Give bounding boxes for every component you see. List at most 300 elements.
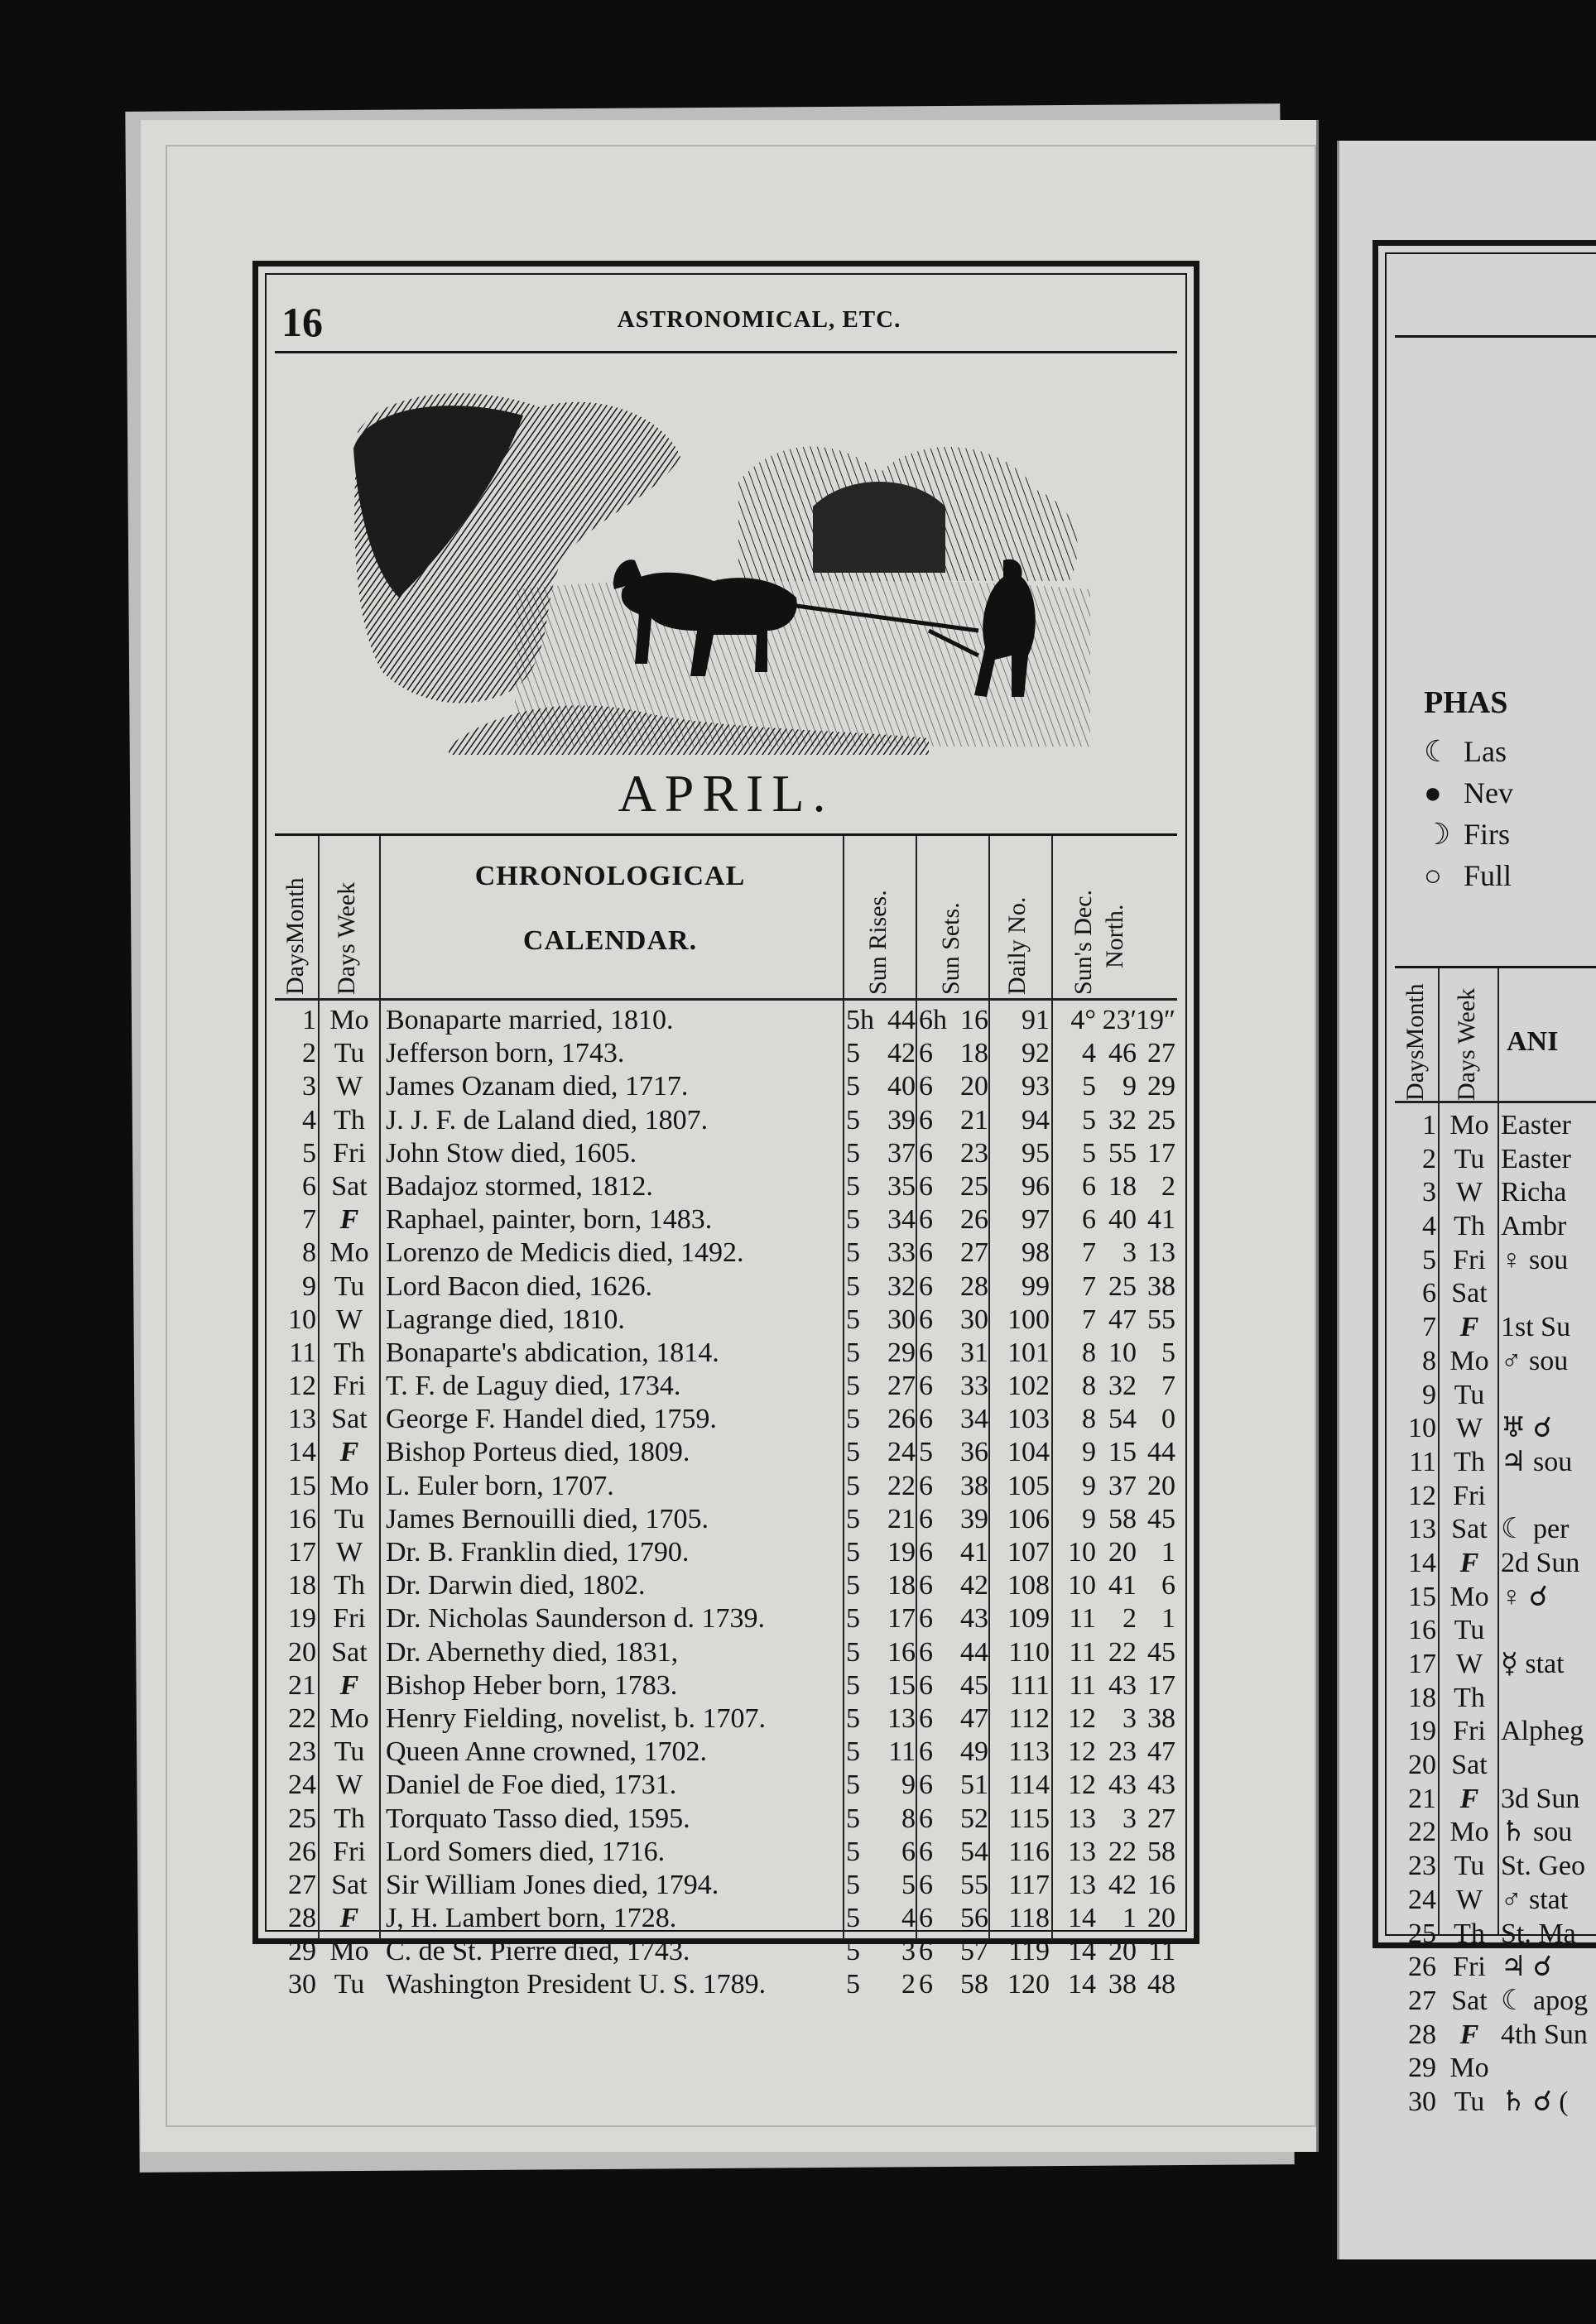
sun-set-hour: 6 xyxy=(919,1969,933,2000)
day-of-month: 1 xyxy=(302,1005,316,1035)
day-of-month: 28 xyxy=(288,1903,316,1934)
event-text: Bonaparte married, 1810. xyxy=(386,1005,674,1035)
table-row xyxy=(1395,1581,1596,1615)
table-row xyxy=(275,1536,1177,1569)
event-text: Easter xyxy=(1501,1143,1571,1174)
chronological-calendar-table xyxy=(275,833,1177,2000)
table-row xyxy=(1395,1513,1596,1547)
sun-set-minute: 56 xyxy=(960,1903,988,1934)
sun-set-hour: 6 xyxy=(919,1071,933,1102)
day-of-week: Tu xyxy=(334,1270,365,1302)
day-of-month: 10 xyxy=(288,1304,316,1335)
sun-set-minute: 23 xyxy=(960,1137,988,1169)
declination-degrees: 13 xyxy=(1068,1869,1096,1900)
sun-set-minute: 49 xyxy=(960,1736,988,1768)
table-row xyxy=(1395,2052,1596,2086)
declination-seconds: 20 xyxy=(1147,1903,1175,1934)
table-row xyxy=(275,1636,1177,1669)
sun-set-minute: 18 xyxy=(960,1038,988,1069)
daily-number: 104 xyxy=(1007,1437,1050,1468)
declination-minutes: 58 xyxy=(1108,1503,1137,1534)
sun-rise-minute: 35 xyxy=(887,1170,916,1202)
table-row xyxy=(275,1736,1177,1769)
header-daily-no: Daily No. xyxy=(1003,896,1031,995)
day-of-month: 4 xyxy=(1422,1211,1436,1242)
declination-minutes: 25 xyxy=(1108,1270,1137,1302)
day-of-week: Th xyxy=(334,1803,365,1834)
day-of-month: 23 xyxy=(288,1736,316,1768)
day-of-month: 29 xyxy=(288,1936,316,1967)
sun-set-minute: 38 xyxy=(960,1470,988,1501)
event-text: J. J. F. de Laland died, 1807. xyxy=(386,1104,709,1136)
event-text: Lord Somers died, 1716. xyxy=(386,1836,666,1867)
day-of-week: Mo xyxy=(329,1470,369,1501)
table-row xyxy=(1395,1210,1596,1244)
day-of-month: 13 xyxy=(288,1404,316,1435)
sun-rise-hour: 5 xyxy=(846,1570,860,1601)
sun-rise-minute: 24 xyxy=(887,1437,916,1468)
sun-set-hour: 6 xyxy=(919,1636,933,1668)
day-of-week: F xyxy=(1459,2019,1479,2050)
declination-degrees: 4 xyxy=(1082,1038,1096,1069)
day-of-week: F xyxy=(339,1204,359,1236)
day-of-week: Th xyxy=(1454,1446,1485,1477)
daily-number: 111 xyxy=(1009,1669,1050,1701)
declination-minutes: 23 xyxy=(1108,1736,1137,1768)
day-of-week: Tu xyxy=(334,1736,365,1768)
last-quarter-moon-icon: ☾ xyxy=(1424,735,1451,768)
day-of-month: 15 xyxy=(1408,1581,1436,1612)
declination-minutes: 32 xyxy=(1108,1104,1137,1136)
sun-set-hour: 6 xyxy=(919,1170,933,1202)
sun-rise-hour: 5 xyxy=(846,1669,860,1701)
day-of-week: Th xyxy=(334,1104,365,1136)
event-text: ♄ sou xyxy=(1501,1817,1573,1848)
sun-rise-minute: 19 xyxy=(887,1537,916,1568)
declination-minutes: 20 xyxy=(1108,1537,1137,1568)
day-of-week: Mo xyxy=(1449,1110,1489,1140)
daily-number: 117 xyxy=(1008,1869,1050,1900)
event-text: Badajoz stormed, 1812. xyxy=(386,1170,653,1202)
day-of-week: W xyxy=(1455,1177,1483,1208)
table-row xyxy=(1395,1850,1596,1884)
sun-set-minute: 27 xyxy=(960,1237,988,1269)
event-text: C. de St. Pierre died, 1743. xyxy=(386,1936,690,1967)
declination-degrees: 14 xyxy=(1068,1936,1096,1967)
day-of-month: 19 xyxy=(1408,1716,1436,1747)
sun-set-hour: 6 xyxy=(919,1038,933,1069)
sun-set-hour: 6 xyxy=(919,1204,933,1236)
day-of-week: Mo xyxy=(1449,1345,1489,1376)
day-of-week: Tu xyxy=(1454,1615,1485,1646)
declination-seconds: 38 xyxy=(1147,1702,1175,1734)
table-row xyxy=(1395,1951,1596,1985)
day-of-month: 16 xyxy=(1408,1615,1436,1646)
declination-seconds: 41 xyxy=(1147,1204,1175,1236)
table-row xyxy=(275,1669,1177,1702)
sun-set-hour: 6 xyxy=(919,1304,933,1335)
full-moon-icon: ○ xyxy=(1424,859,1442,892)
day-of-month: 14 xyxy=(1408,1547,1436,1578)
event-text: Lord Bacon died, 1626. xyxy=(386,1270,652,1302)
declination-minutes: 55 xyxy=(1108,1137,1137,1169)
right-page-frame-inner xyxy=(1385,252,1596,2117)
sun-rise-minute: 26 xyxy=(887,1404,916,1435)
table-row xyxy=(275,1403,1177,1436)
declination-minutes: 47 xyxy=(1108,1304,1137,1335)
sun-rise-hour: 5 xyxy=(846,1503,860,1534)
day-of-week: W xyxy=(1455,1884,1483,1915)
day-of-week: Fri xyxy=(333,1371,366,1402)
day-of-month: 17 xyxy=(1408,1649,1436,1679)
header-sun-sets: Sun Sets. xyxy=(937,902,964,995)
declination-minutes: 43 xyxy=(1108,1669,1137,1701)
event-text: 4th Sun xyxy=(1501,2019,1588,2050)
event-text: 1st Su xyxy=(1501,1312,1571,1343)
day-of-week: F xyxy=(1459,1547,1479,1578)
day-of-week: Sat xyxy=(1451,1985,1488,2016)
sun-set-hour: 6 xyxy=(919,1769,933,1801)
table-row xyxy=(275,1270,1177,1304)
table-row xyxy=(1395,1816,1596,1850)
day-of-week: Sat xyxy=(1451,1514,1488,1545)
daily-number: 95 xyxy=(1022,1137,1050,1169)
day-of-month: 2 xyxy=(1422,1143,1436,1174)
sun-rise-hour: 5 xyxy=(846,1537,860,1568)
table-row xyxy=(1395,1446,1596,1480)
table-row xyxy=(1395,1143,1596,1177)
table-row xyxy=(1395,1783,1596,1817)
day-of-month: 12 xyxy=(288,1371,316,1402)
table-row xyxy=(1395,1682,1596,1716)
declination-minutes: 46 xyxy=(1108,1038,1137,1069)
day-of-month: 10 xyxy=(1408,1413,1436,1444)
day-of-month: 6 xyxy=(1422,1278,1436,1309)
event-text: Bishop Heber born, 1783. xyxy=(386,1669,678,1701)
declination-seconds: 7 xyxy=(1161,1371,1175,1402)
event-text: J, H. Lambert born, 1728. xyxy=(386,1903,677,1934)
table-row xyxy=(275,1037,1177,1070)
day-of-week: W xyxy=(335,1071,363,1102)
day-of-month: 9 xyxy=(302,1270,316,1302)
day-of-month: 16 xyxy=(288,1503,316,1534)
event-text: ☿ stat xyxy=(1501,1649,1565,1679)
sun-rise-minute: 42 xyxy=(887,1038,916,1069)
sun-rise-minute: 39 xyxy=(887,1104,916,1136)
declination-degrees: 12 xyxy=(1068,1702,1096,1734)
sun-rise-minute: 37 xyxy=(887,1137,916,1169)
day-of-month: 12 xyxy=(1408,1480,1436,1511)
day-of-week: Tu xyxy=(1454,2086,1485,2117)
day-of-month: 8 xyxy=(1422,1345,1436,1376)
sun-rise-minute: 8 xyxy=(901,1803,916,1834)
daily-number: 109 xyxy=(1007,1603,1050,1635)
day-of-month: 20 xyxy=(1408,1750,1436,1781)
declination-degrees: 12 xyxy=(1068,1736,1096,1768)
header-north: North. xyxy=(1101,904,1128,968)
phase-label: Full xyxy=(1464,859,1512,892)
sun-set-hour: 6 xyxy=(919,1736,933,1768)
declination-minutes: 37 xyxy=(1108,1470,1137,1501)
table-row xyxy=(275,1968,1177,2001)
day-of-month: 23 xyxy=(1408,1851,1436,1882)
event-text: ☾ apog xyxy=(1501,1985,1589,2016)
table-row xyxy=(1395,1480,1596,1514)
header-rule xyxy=(275,998,1177,1001)
sun-set-minute: 45 xyxy=(960,1669,988,1701)
event-text: James Ozanam died, 1717. xyxy=(386,1071,689,1102)
event-text: ♂ sou xyxy=(1501,1345,1569,1376)
daily-number: 102 xyxy=(1007,1371,1050,1402)
declination-seconds: 29 xyxy=(1147,1071,1175,1102)
phase-new-moon xyxy=(1424,775,1513,810)
event-text: Easter xyxy=(1501,1110,1571,1140)
sun-set-minute: 57 xyxy=(960,1936,988,1967)
declination-minutes: 43 xyxy=(1108,1769,1137,1801)
daily-number: 110 xyxy=(1008,1636,1050,1668)
declination-minutes: 20 xyxy=(1108,1936,1137,1967)
declination-seconds: 43 xyxy=(1147,1769,1175,1801)
declination-degrees: 7 xyxy=(1082,1237,1096,1269)
sun-set-hour: 6 xyxy=(919,1570,933,1601)
day-of-week: Sat xyxy=(331,1636,368,1668)
declination-degrees: 5 xyxy=(1082,1104,1096,1136)
day-of-week: Fri xyxy=(1453,1952,1486,1983)
header-calendar: CALENDAR. xyxy=(522,925,698,956)
event-text: Alpheg xyxy=(1501,1716,1584,1747)
day-of-month: 24 xyxy=(288,1769,316,1801)
event-text: ♄ ☌ ( xyxy=(1501,2086,1569,2117)
sun-rise-minute: 15 xyxy=(887,1669,916,1701)
first-quarter-moon-icon: ☽ xyxy=(1424,818,1451,851)
day-of-week: F xyxy=(339,1903,359,1934)
day-of-week: Sat xyxy=(331,1170,368,1202)
declination-degrees: 11 xyxy=(1069,1669,1096,1701)
daily-number: 108 xyxy=(1007,1570,1050,1601)
table-row xyxy=(1395,2019,1596,2053)
declination-degrees: 7 xyxy=(1082,1270,1096,1302)
event-text: Bishop Porteus died, 1809. xyxy=(386,1437,690,1468)
sun-rise-hour: 5 xyxy=(846,1803,860,1834)
sun-rise-hour: 5 xyxy=(846,1038,860,1069)
sun-set-minute: 33 xyxy=(960,1371,988,1402)
event-text: ♀ sou xyxy=(1501,1244,1569,1275)
declination-degrees: 5 xyxy=(1082,1137,1096,1169)
declination-degrees: 5 xyxy=(1082,1071,1096,1102)
table-row xyxy=(275,1869,1177,1902)
sun-set-hour: 6 xyxy=(919,1702,933,1734)
day-of-week: W xyxy=(1455,1649,1483,1679)
declination-seconds: 44 xyxy=(1147,1437,1175,1468)
day-of-month: 25 xyxy=(288,1803,316,1834)
table-row xyxy=(275,1935,1177,1968)
declination-minutes: 54 xyxy=(1108,1404,1137,1435)
declination-seconds: 1 xyxy=(1161,1603,1175,1635)
day-of-month: 14 xyxy=(288,1437,316,1468)
declination-minutes: 41 xyxy=(1108,1570,1137,1601)
sun-rise-hour: 5 xyxy=(846,1969,860,2000)
daily-number: 118 xyxy=(1008,1903,1050,1934)
day-of-week: Sat xyxy=(331,1869,368,1900)
table-row xyxy=(275,1602,1177,1635)
calendar-rows xyxy=(275,1004,1177,2002)
day-of-week: Mo xyxy=(329,1005,369,1035)
day-of-month: 3 xyxy=(302,1071,316,1102)
sun-rise-hour: 5 xyxy=(846,1071,860,1102)
table-row xyxy=(275,1203,1177,1236)
day-of-week: Tu xyxy=(334,1038,365,1069)
daily-number: 120 xyxy=(1007,1969,1050,2000)
event-text: 2d Sun xyxy=(1501,1547,1580,1578)
declination-seconds: 17 xyxy=(1147,1137,1175,1169)
day-of-week: Sat xyxy=(1451,1278,1488,1309)
declination-seconds: 27 xyxy=(1147,1803,1175,1834)
declination-seconds: 48 xyxy=(1147,1969,1175,2000)
sun-set-minute: 51 xyxy=(960,1769,988,1801)
day-of-week: Th xyxy=(1454,1918,1485,1949)
header-days-month: DaysMonth xyxy=(281,877,309,995)
declination-degrees: 11 xyxy=(1069,1636,1096,1668)
right-calendar-rows xyxy=(1395,1109,1596,2120)
day-of-month: 3 xyxy=(1422,1177,1436,1208)
declination-degrees: 6 xyxy=(1082,1170,1096,1202)
table-row xyxy=(1395,1884,1596,1918)
sun-set-minute: 52 xyxy=(960,1803,988,1834)
event-text: Daniel de Foe died, 1731. xyxy=(386,1769,677,1801)
sun-set-hour: 6 xyxy=(919,1803,933,1834)
day-of-week: Sat xyxy=(331,1404,368,1435)
day-of-month: 25 xyxy=(1408,1918,1436,1949)
sun-set-hour: 6h xyxy=(919,1005,947,1035)
event-text: 3d Sun xyxy=(1501,1783,1580,1814)
table-row xyxy=(275,1104,1177,1137)
table-row xyxy=(275,1803,1177,1836)
phases-title: PHAS xyxy=(1424,685,1508,720)
sun-rise-minute: 9 xyxy=(901,1769,916,1801)
table-row xyxy=(1395,1311,1596,1345)
day-of-week: Th xyxy=(334,1570,365,1601)
sun-rise-hour: 5 xyxy=(846,1170,860,1202)
sun-rise-minute: 6 xyxy=(901,1836,916,1867)
declination-seconds: 47 xyxy=(1147,1736,1175,1768)
day-of-week: Fri xyxy=(333,1603,366,1635)
table-row xyxy=(1395,1648,1596,1682)
sun-set-hour: 6 xyxy=(919,1936,933,1967)
declination-degrees: 10 xyxy=(1068,1570,1096,1601)
running-head: ASTRONOMICAL, ETC. xyxy=(617,306,901,333)
declination-seconds: 0 xyxy=(1161,1404,1175,1435)
phase-label: Las xyxy=(1464,735,1507,768)
sun-rise-hour: 5 xyxy=(846,1636,860,1668)
event-text: Jefferson born, 1743. xyxy=(386,1038,625,1069)
declination-degrees: 4° xyxy=(1070,1005,1096,1035)
table-row xyxy=(275,1137,1177,1170)
day-of-week: Tu xyxy=(1454,1851,1485,1882)
table-row xyxy=(1395,1244,1596,1278)
month-title: APRIL. xyxy=(618,764,834,823)
sun-rise-hour: 5 xyxy=(846,1337,860,1368)
daily-number: 105 xyxy=(1007,1470,1050,1501)
day-of-month: 17 xyxy=(288,1537,316,1568)
day-of-week: Mo xyxy=(1449,1817,1489,1848)
daily-number: 96 xyxy=(1022,1170,1050,1202)
sun-rise-hour: 5 xyxy=(846,1836,860,1867)
sun-set-minute: 28 xyxy=(960,1270,988,1302)
day-of-month: 5 xyxy=(1422,1244,1436,1275)
phase-full-moon xyxy=(1424,858,1512,893)
sun-rise-hour: 5 xyxy=(846,1204,860,1236)
sun-set-hour: 6 xyxy=(919,1337,933,1368)
right-head-rule xyxy=(1395,335,1596,338)
event-text: Dr. Nicholas Saunderson d. 1739. xyxy=(386,1603,766,1635)
sun-rise-minute: 30 xyxy=(887,1304,916,1335)
day-of-month: 13 xyxy=(1408,1514,1436,1545)
day-of-week: W xyxy=(335,1769,363,1801)
daily-number: 100 xyxy=(1007,1304,1050,1335)
daily-number: 101 xyxy=(1007,1337,1050,1368)
day-of-week: Tu xyxy=(1454,1143,1485,1174)
right-calendar-table xyxy=(1395,966,1596,2117)
sun-set-minute: 26 xyxy=(960,1204,988,1236)
sun-rise-minute: 2 xyxy=(901,1969,916,2000)
declination-degrees: 9 xyxy=(1082,1503,1096,1534)
declination-seconds: 1 xyxy=(1161,1537,1175,1568)
table-row xyxy=(275,1337,1177,1370)
event-text: ☾ per xyxy=(1501,1514,1570,1545)
declination-minutes: 2 xyxy=(1122,1603,1137,1635)
sun-rise-hour: 5 xyxy=(846,1736,860,1768)
event-text: John Stow died, 1605. xyxy=(386,1137,637,1169)
page-frame-inner xyxy=(265,273,1187,2000)
sun-rise-hour: 5 xyxy=(846,1270,860,1302)
table-row xyxy=(275,1836,1177,1869)
sun-rise-minute: 4 xyxy=(901,1903,916,1934)
sun-set-minute: 39 xyxy=(960,1503,988,1534)
declination-seconds: 19″ xyxy=(1136,1005,1176,1035)
daily-number: 98 xyxy=(1022,1237,1050,1269)
day-of-month: 30 xyxy=(288,1969,316,2000)
sun-set-hour: 6 xyxy=(919,1237,933,1269)
phase-label: Firs xyxy=(1464,818,1511,851)
sun-set-hour: 5 xyxy=(919,1437,933,1468)
day-of-month: 19 xyxy=(288,1603,316,1635)
declination-minutes: 42 xyxy=(1108,1869,1137,1900)
sun-set-hour: 6 xyxy=(919,1104,933,1136)
day-of-month: 4 xyxy=(302,1104,316,1136)
right-page-frame xyxy=(1372,240,1596,2117)
new-moon-icon: ● xyxy=(1424,776,1442,809)
page-number: 16 xyxy=(281,299,323,345)
table-row xyxy=(1395,1379,1596,1413)
sun-rise-hour: 5 xyxy=(846,1237,860,1269)
declination-minutes: 38 xyxy=(1108,1969,1137,2000)
daily-number: 116 xyxy=(1008,1836,1050,1867)
declination-seconds: 16 xyxy=(1147,1869,1175,1900)
event-text: Dr. Darwin died, 1802. xyxy=(386,1570,646,1601)
sun-set-minute: 54 xyxy=(960,1836,988,1867)
sun-set-hour: 6 xyxy=(919,1603,933,1635)
event-text: Dr. Abernethy died, 1831, xyxy=(386,1636,679,1668)
day-of-week: Mo xyxy=(329,1237,369,1269)
sun-set-hour: 6 xyxy=(919,1270,933,1302)
declination-degrees: 10 xyxy=(1068,1537,1096,1568)
event-text: ♃ sou xyxy=(1501,1446,1573,1477)
day-of-month: 29 xyxy=(1408,2053,1436,2084)
event-text: ♅ ☌ xyxy=(1501,1413,1552,1444)
event-text: Bonaparte's abdication, 1814. xyxy=(386,1337,719,1368)
sun-rise-hour: 5 xyxy=(846,1702,860,1734)
sun-rise-hour: 5h xyxy=(846,1005,874,1035)
